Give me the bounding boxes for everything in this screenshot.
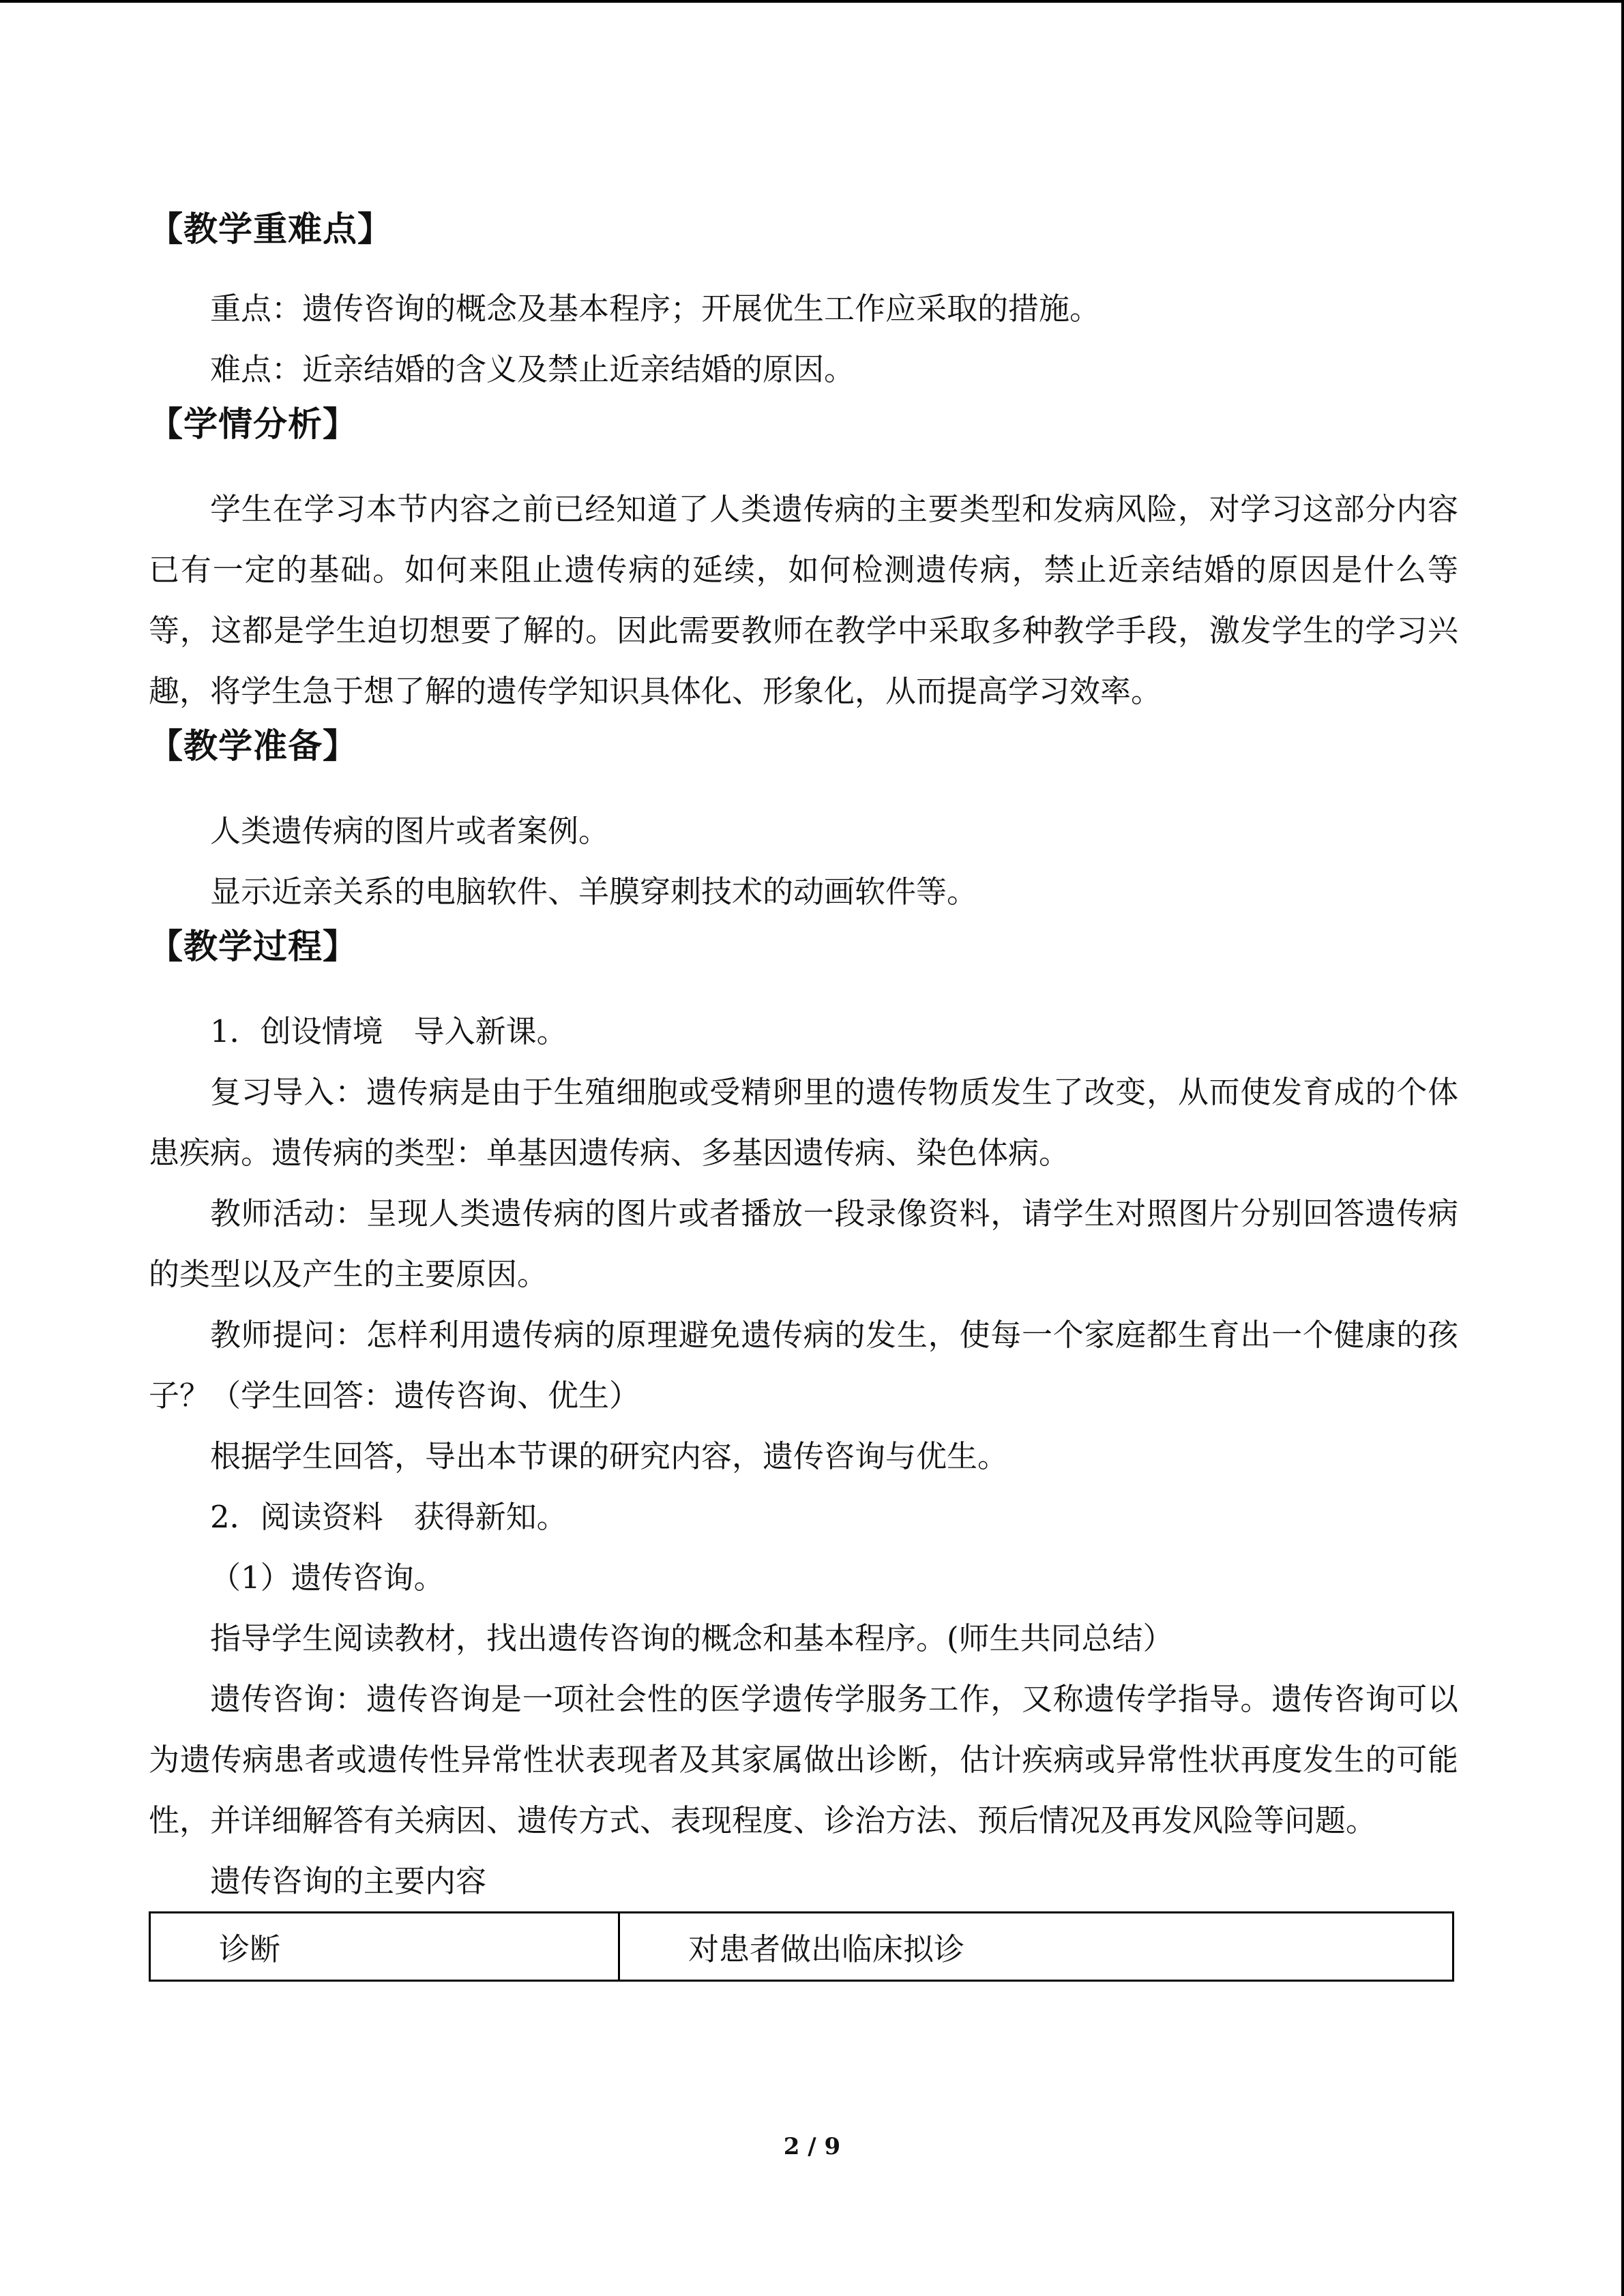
table-row xyxy=(150,1913,1453,1981)
keypoint-difficulty: 难点：近亲结婚的含义及禁止近亲结婚的原因。 xyxy=(210,351,855,387)
page-number: 2 / 9 xyxy=(783,2133,841,2160)
preparation-item: 人类遗传病的图片或者案例。 xyxy=(210,813,610,849)
analysis-paragraph: 学生在学习本节内容之前已经知道了人类遗传病的主要类型和发病风险，对学习这部分内容已有一定的基础。如何来阻止遗传病的延续，如何检测遗传病，禁止近亲结婚的原因是什么等等，这都是学生迫切想要了解的。因此需要教师在教学中采取多种教学手段，激发学生的学习兴趣，将学生急于想了解的遗传学知识具体化、形象化，从而提高学习效率。 xyxy=(149,491,1458,709)
process-teacher-activity: 教师活动：呈现人类遗传病的图片或者播放一段录像资料，请学生对照图片分别回答遗传病的类型以及产生的主要原因。 xyxy=(149,1195,1458,1292)
table-cell-term: 诊断 xyxy=(150,1913,619,1981)
heading-preparation: 【教学准备】 xyxy=(149,726,357,766)
document-body xyxy=(149,205,1458,1982)
table-cell-description: 对患者做出临床拟诊 xyxy=(619,1913,1453,1981)
process-step-2-title: 2．阅读资料 获得新知。 xyxy=(210,1499,567,1535)
process-reading-guide: 指导学生阅读教材，找出遗传咨询的概念和基本程序。(师生共同总结） xyxy=(210,1620,1174,1656)
heading-keypoints: 【教学重难点】 xyxy=(149,209,392,249)
process-step-1-title: 1．创设情境 导入新课。 xyxy=(210,1013,567,1049)
table-caption: 遗传咨询的主要内容 xyxy=(210,1863,487,1899)
process-review-intro: 复习导入：遗传病是由于生殖细胞或受精卵里的遗传物质发生了改变，从而使发育成的个体患疾病。遗传病的类型：单基因遗传病、多基因遗传病、染色体病。 xyxy=(149,1074,1458,1171)
process-consulting-definition: 遗传咨询：遗传咨询是一项社会性的医学遗传学服务工作，又称遗传学指导。遗传咨询可以为遗传病患者或遗传性异常性状表现者及其家属做出诊断，估计疾病或异常性状再度发生的可能性，并详细解答有关病因、遗传方式、表现程度、诊治方法、预后情况及再发风险等问题。 xyxy=(149,1681,1458,1838)
process-lead-in: 根据学生回答，导出本节课的研究内容，遗传咨询与优生。 xyxy=(210,1438,1009,1474)
consulting-content-table xyxy=(149,1911,1454,1982)
heading-process: 【教学过程】 xyxy=(149,927,357,966)
heading-analysis: 【学情分析】 xyxy=(149,404,357,444)
keypoint-focus: 重点：遗传咨询的概念及基本程序；开展优生工作应采取的措施。 xyxy=(210,290,1101,327)
process-subsection-consulting: （1）遗传咨询。 xyxy=(210,1560,445,1596)
preparation-item: 显示近亲关系的电脑软件、羊膜穿刺技术的动画软件等。 xyxy=(210,874,978,910)
process-teacher-question: 教师提问：怎样利用遗传病的原理避免遗传病的发生，使每一个家庭都生育出一个健康的孩子？（学生回答：遗传咨询、优生） xyxy=(149,1317,1458,1414)
